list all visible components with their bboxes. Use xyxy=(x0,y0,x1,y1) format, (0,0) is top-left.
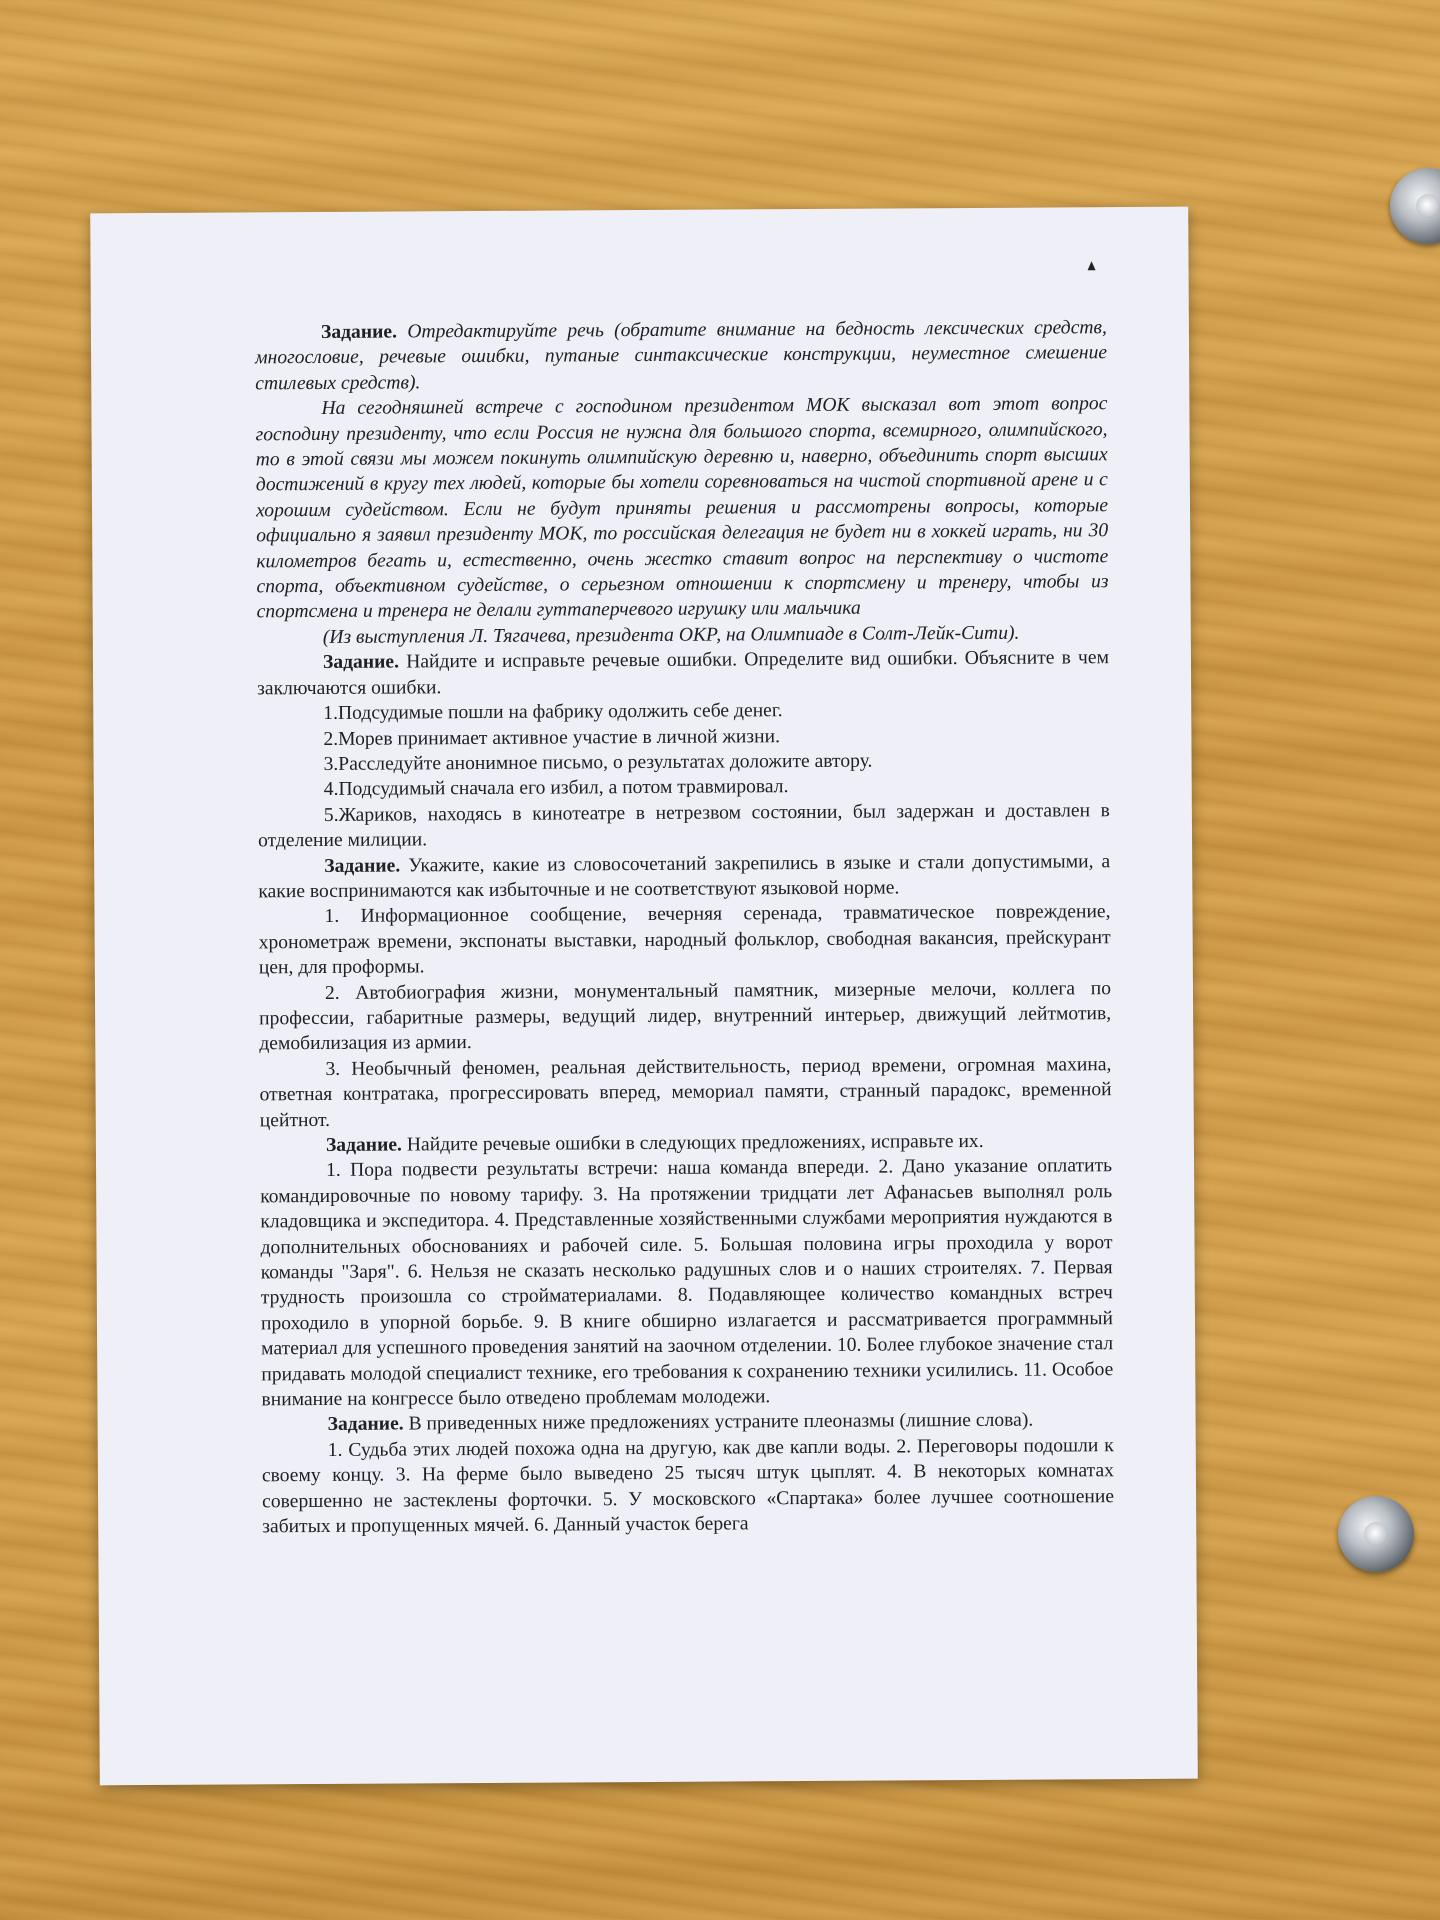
task1-instruction-text: Отредактируйте речь (обратите внимание на бедность лексических средств, многословие, речевые ошибки, путаные синтаксические конструкции, неуместное смешение стилевых средств). xyxy=(255,317,1108,395)
task2-instruction xyxy=(257,645,1109,701)
task4-body: 1. Пора подвести результаты встречи: наша команда впереди. 2. Дано указание оплатить командировочные по новому тарифу. 3. На протяжении тридцати лет Афанасьев выполнял роль кладовщика и экспедитора. 4. Представленные хозяйственными службами мероприятия нуждаются в дополнительных обоснованиях и рабочей силе. 5. Большая половина игры проходила у ворот команды "Заря". 6. Нельзя не сказать несколько радушных слов и о наших строителях. 7. Первая трудность произошла со стройматериалами. 8. Подавляющее количество командных встреч проходило в упорной борьбе. 9. В книге обширно излагается и рассматривается программный материал для успешного проведения занятий на заочном отделении. 10. Более глубокое значение стал придавать молодой специалист технике, его требования к сохранению техники усилились. 11. Особое внимание на конгрессе было отведено проблемам молодежи. xyxy=(260,1155,1114,1411)
task2-item: 3.Расследуйте анонимное письмо, о результатах доложите автору. xyxy=(323,750,873,775)
task5-instruction-text: В приведенных ниже предложениях устраните плеоназмы (лишние слова). xyxy=(408,1410,1034,1435)
document-text xyxy=(255,315,1114,1540)
task3-instruction xyxy=(258,849,1110,905)
task3-item: 3. Необычный феномен, реальная действительность, период времени, огромная махина, ответная контратака, прогрессировать вперед, мемориал памяти, странный парадокс, временной цейтнот. xyxy=(259,1053,1112,1131)
task3-instruction-text: Укажите, какие из словосочетаний закрепились в языке и стали допустимыми, а какие воспринимаются как избыточные и не соответствуют языковой норме. xyxy=(258,850,1111,903)
task5-title: Задание. xyxy=(327,1413,404,1436)
task3-item: 2. Автобиография жизни, монументальный памятник, мизерные мелочи, коллега по профессии, габаритные размеры, ведущий лидер, внутренний интерьер, движущий лейтмотив, демобилизация из армии. xyxy=(259,977,1112,1055)
task5-body: 1. Судьба этих людей похожа одна на другую, как две капли воды. 2. Переговоры подошли к своему концу. 3. На ферме было выведено 25 тысяч штук цыплят. 4. В некоторых комнатах совершенно не застеклены форточки. 5. У московского «Спартака» более лучшее соотношение забитых и пропущенных мячей. 6. Данный участок берега xyxy=(261,1435,1115,1538)
paper-sheet xyxy=(90,207,1198,1786)
task4-title: Задание. xyxy=(325,1134,403,1156)
pushpin-top-right xyxy=(1390,168,1440,244)
pushpin-bottom-right xyxy=(1338,1496,1414,1572)
task3-title: Задание. xyxy=(324,855,401,877)
task3-item: 1. Информационное сообщение, вечерняя серенада, травматическое повреждение, хронометраж времени, экспонаты выставки, народный фольклор, свободная вакансия, прейскурант цен, для проформы. xyxy=(258,901,1111,979)
task2-title: Задание. xyxy=(322,651,400,674)
task2-item: 2.Морев принимает активное участие в личной жизни. xyxy=(323,725,781,750)
task4-instruction-text: Найдите речевые ошибки в следующих предложениях, исправьте их. xyxy=(406,1130,984,1156)
task1-instruction xyxy=(255,315,1107,396)
task2-item: 4.Подсудимый сначала его избил, а потом травмировал. xyxy=(323,776,789,801)
task1-source: (Из выступления Л. Тягачева, президента ОКР, на Олимпиаде в Солт-Лейк-Сити). xyxy=(322,622,1020,648)
task2-item: 1.Подсудимые пошли на фабрику одолжить себе денег. xyxy=(323,700,783,725)
task1-title: Задание. xyxy=(320,321,398,343)
task2-instruction-text: Найдите и исправьте речевые ошибки. Определите вид ошибки. Объясните в чем заключаются ошибки. xyxy=(257,647,1110,700)
task1-speech: На сегодняшней встрече с господином президентом МОК высказал вот этот вопрос господину президенту, что если Россия не нужна для большого спорта, всемирного, олимпийского, то в этой связи мы можем покинуть олимпийскую деревню и, наверно, объединить спорт высших достижений в кругу тех людей, которые бы хотели соревноваться на чистой спортивной арене и с хорошим судейством. Если не будут приняты решения и рассмотрены вопросы, которые официально я заявил президенту МОК, то российская делегация не будет ни в хоккей играть, ни 30 километров бегать и, естественно, очень жестко ставит вопрос на перспективу о чистоте спорта, объективном судействе, о серьезном отношении к спортсмену и тренеру, чтобы из спортсмена и тренера не делали гуттаперчевого игрушку или мальчика xyxy=(255,393,1109,623)
corner-mark xyxy=(1088,261,1096,270)
task2-item: 5.Жариков, находясь в кинотеатре в нетрезвом состоянии, был задержан и доставлен в отделение милиции. xyxy=(257,799,1110,852)
